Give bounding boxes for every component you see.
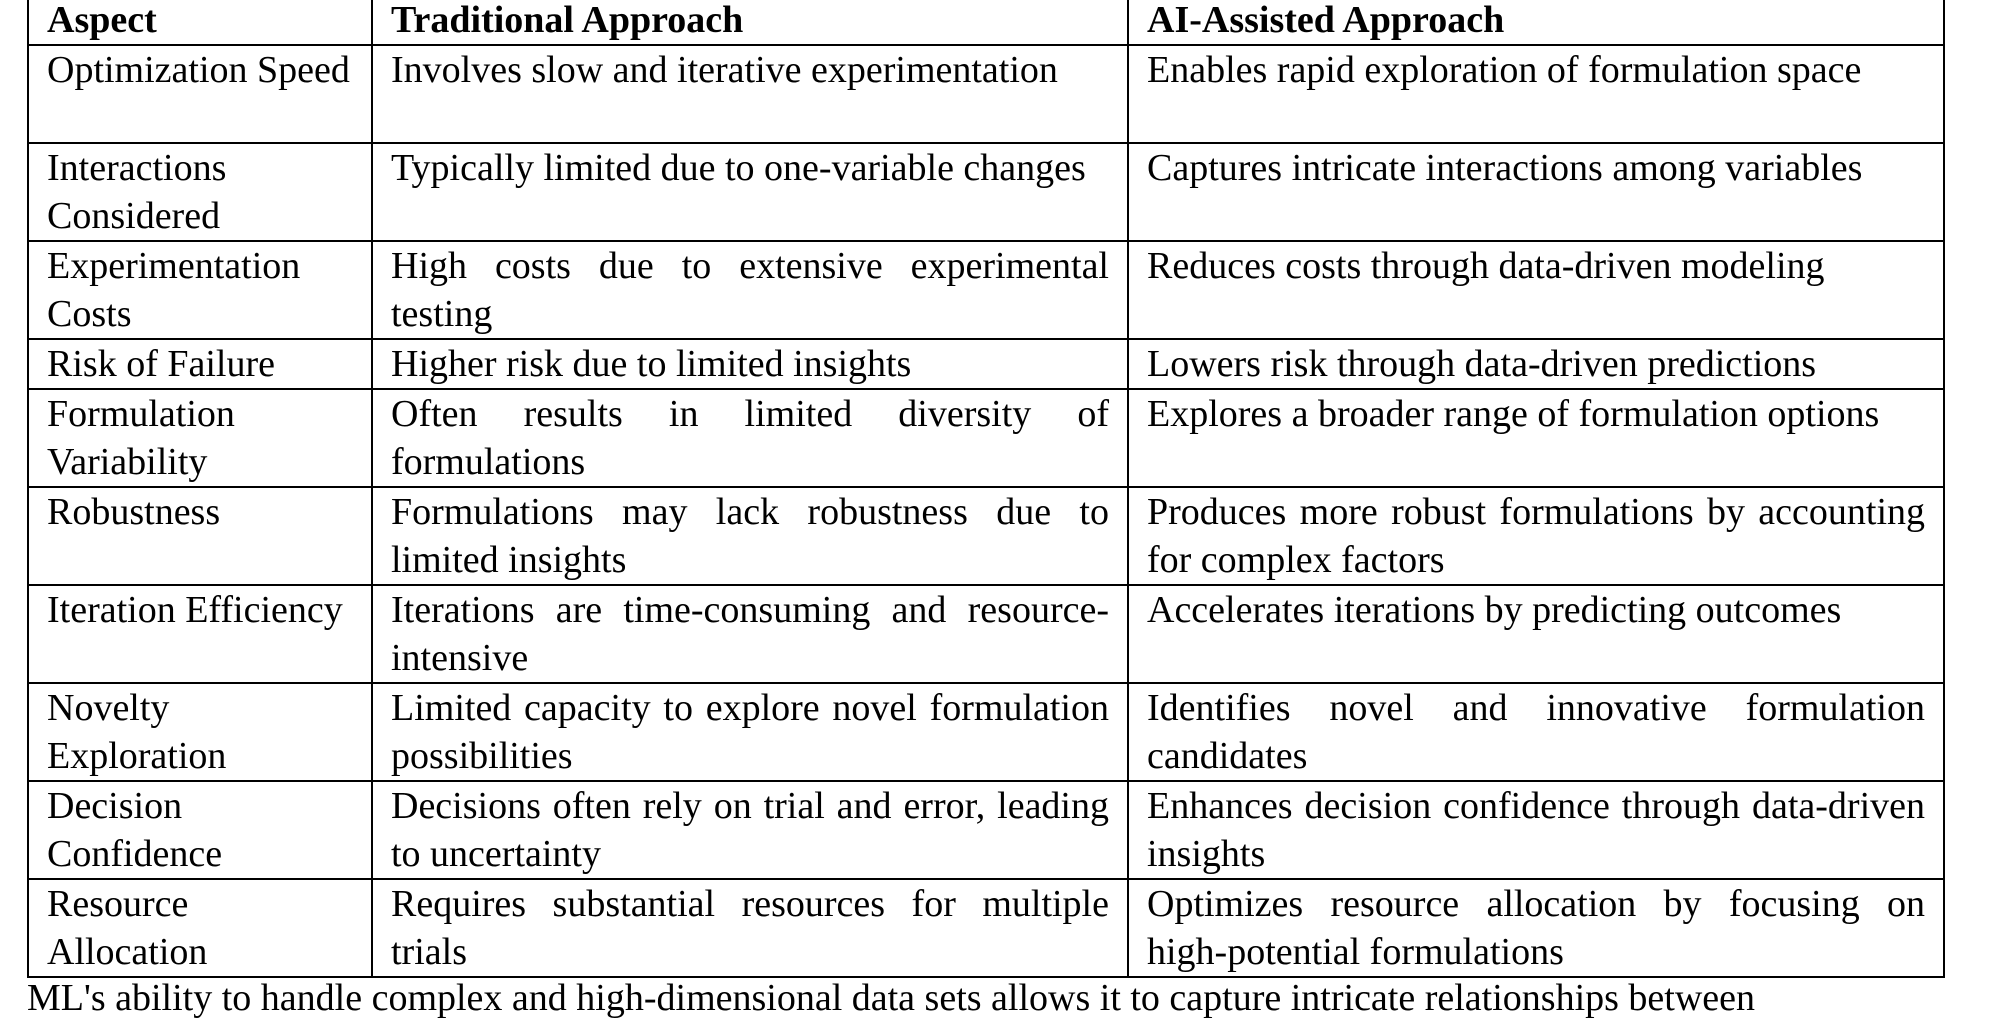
ai-cell: Explores a broader range of formulation options	[1128, 389, 1944, 487]
header-aspect: Aspect	[28, 0, 372, 45]
aspect-cell: Novelty Exploration	[28, 683, 372, 781]
table-row	[28, 879, 1944, 977]
table-row	[28, 781, 1944, 879]
traditional-cell: Often results in limited diversity of formulations	[372, 389, 1128, 487]
traditional-cell: Decisions often rely on trial and error, leading to uncertainty	[372, 781, 1128, 879]
traditional-cell: Formulations may lack robustness due to limited insights	[372, 487, 1128, 585]
ai-cell: Lowers risk through data-driven predictions	[1128, 339, 1944, 389]
ai-cell: Enables rapid exploration of formulation space	[1128, 45, 1944, 143]
table-row	[28, 487, 1944, 585]
ai-cell: Reduces costs through data-driven modeling	[1128, 241, 1944, 339]
traditional-cell: Involves slow and iterative experimentation	[372, 45, 1128, 143]
header-ai-assisted: AI-Assisted Approach	[1128, 0, 1944, 45]
traditional-cell: Typically limited due to one-variable changes	[372, 143, 1128, 241]
aspect-cell: Formulation Variability	[28, 389, 372, 487]
traditional-cell: Limited capacity to explore novel formulation possibilities	[372, 683, 1128, 781]
aspect-cell: Robustness	[28, 487, 372, 585]
table-row	[28, 389, 1944, 487]
ai-cell: Identifies novel and innovative formulation candidates	[1128, 683, 1944, 781]
table-row	[28, 585, 1944, 683]
traditional-cell: High costs due to extensive experimental testing	[372, 241, 1128, 339]
aspect-cell: Optimization Speed	[28, 45, 372, 143]
following-paragraph: ML's ability to handle complex and high-dimensional data sets allows it to capture intricate relationships between	[27, 977, 1756, 1019]
traditional-cell: Iterations are time-consuming and resource-intensive	[372, 585, 1128, 683]
traditional-cell: Requires substantial resources for multiple trials	[372, 879, 1128, 977]
traditional-cell: Higher risk due to limited insights	[372, 339, 1128, 389]
aspect-cell: Decision Confidence	[28, 781, 372, 879]
table-row	[28, 143, 1944, 241]
table-row	[28, 241, 1944, 339]
table-row	[28, 339, 1944, 389]
aspect-cell: Interactions Considered	[28, 143, 372, 241]
aspect-cell: Resource Allocation	[28, 879, 372, 977]
ai-cell: Enhances decision confidence through data-driven insights	[1128, 781, 1944, 879]
ai-cell: Captures intricate interactions among variables	[1128, 143, 1944, 241]
aspect-cell: Iteration Efficiency	[28, 585, 372, 683]
table-row	[28, 683, 1944, 781]
aspect-cell: Risk of Failure	[28, 339, 372, 389]
aspect-cell: Experimentation Costs	[28, 241, 372, 339]
table-header-row	[28, 0, 1944, 45]
table-row	[28, 45, 1944, 143]
ai-cell: Produces more robust formulations by accounting for complex factors	[1128, 487, 1944, 585]
comparison-table	[27, 0, 1945, 978]
ai-cell: Accelerates iterations by predicting outcomes	[1128, 585, 1944, 683]
header-traditional: Traditional Approach	[372, 0, 1128, 45]
ai-cell: Optimizes resource allocation by focusing on high-potential formulations	[1128, 879, 1944, 977]
